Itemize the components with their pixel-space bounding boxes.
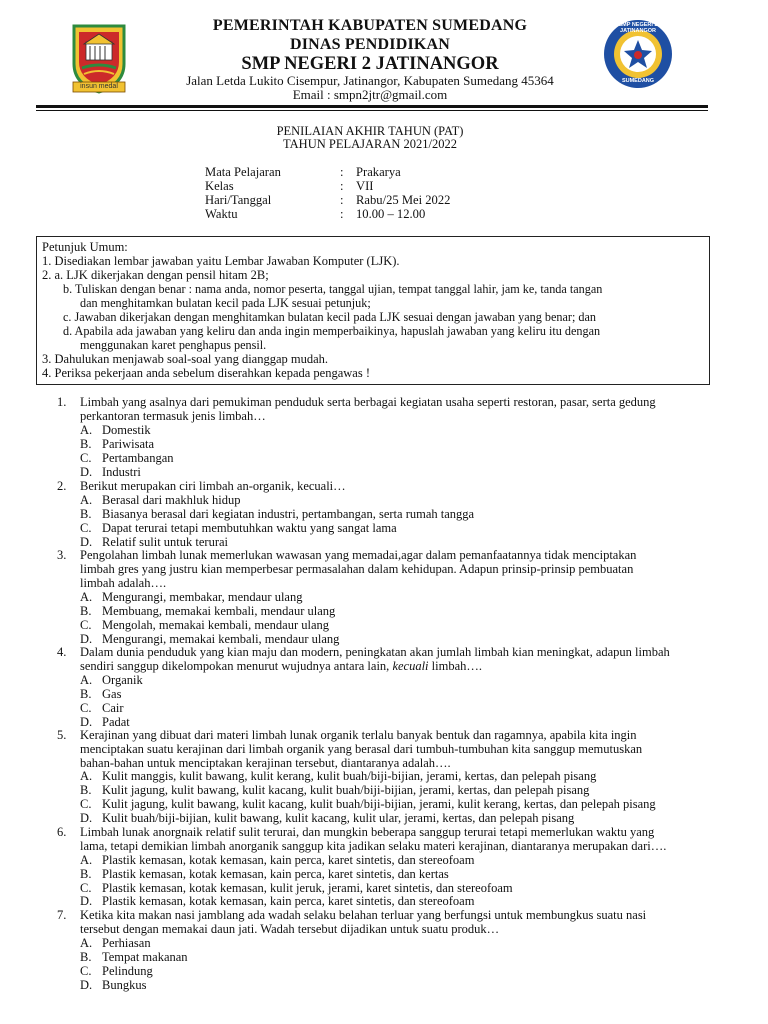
info-label-date: Hari/Tanggal: [205, 193, 272, 207]
option-letter: D.: [80, 894, 93, 908]
option-text: Kulit jagung, kulit bawang, kulit kacang, kulit buah/biji-bijian, jerami, kulit kerang, kertas, dan pelepah pisang: [102, 797, 656, 811]
instruction-line: 1. Disediakan lembar jawaban yaitu Lembar Jawaban Komputer (LJK).: [42, 254, 400, 268]
option-letter: D.: [80, 535, 93, 549]
question-number: 2.: [57, 479, 67, 493]
question-text: bahan-bahan untuk menciptakan kerajinan tersebut, diantaranya adalah….: [80, 756, 451, 770]
header-line2: DINAS PENDIDIKAN: [289, 36, 451, 53]
question-text-part: sendiri sanggup dikelompokan menurut wujudnya antara lain,: [80, 659, 390, 673]
instructions-heading: Petunjuk Umum:: [42, 240, 128, 254]
option-letter: A.: [80, 423, 93, 437]
option-text: Kulit buah/biji-bijian, kulit bawang, kulit kacang, kulit ular, jerami, kertas, dan pelepah pisang: [102, 811, 575, 825]
header-rule-thin: [36, 110, 708, 111]
option-text: Tempat makanan: [102, 950, 188, 964]
question-text: menciptakan suatu kerajinan dari limbah organik yang berasal dari tumbuh-tumbuhan kita sanggup memutuskan: [80, 742, 643, 756]
question-text: Limbah yang asalnya dari pemukiman penduduk serta berbagai kegiatan usaha seperti restoran, pasar, serta gedung: [80, 395, 656, 409]
school-email: Email : smpn2jtr@gmail.com: [292, 87, 448, 102]
info-sep: :: [340, 165, 344, 179]
option-text: Membuang, memakai kembali, mendaur ulang: [102, 604, 336, 618]
option-text: Cair: [102, 701, 124, 715]
option-letter: A.: [80, 936, 93, 950]
question-text: limbah gres yang justru kian memperbesar permasalahan dalam kehidupan. Adapun prinsip-prinsip pembuatan: [80, 562, 634, 576]
option-letter: D.: [80, 978, 93, 992]
school-address: Jalan Letda Lukito Cisempur, Jatinangor, Kabupaten Sumedang 45364: [186, 73, 554, 88]
question-text: Dalam dunia penduduk yang kian maju dan modern, peningkatan akan jumlah limbah kian meningkat, adapun limbah: [80, 645, 670, 659]
option-letter: C.: [80, 701, 92, 715]
option-letter: C.: [80, 451, 92, 465]
exam-year: TAHUN PELAJARAN 2021/2022: [283, 137, 457, 151]
question-text: Pengolahan limbah lunak memerlukan wawasan yang memadai,agar dalam pemanfaatannya tidak menciptakan: [80, 548, 637, 562]
option-letter: B.: [80, 783, 92, 797]
option-letter: B.: [80, 950, 92, 964]
option-letter: D.: [80, 715, 93, 729]
option-text: Pertambangan: [102, 451, 174, 465]
option-text: Plastik kemasan, kotak kemasan, kain perca, karet sintetis, dan stereofoam: [102, 853, 475, 867]
option-letter: B.: [80, 604, 92, 618]
left-logo-motto: insun medal: [80, 83, 118, 90]
question-text: lama, tetapi demikian limbah anorganik sanggup kita jadikan selaku materi kerajinan, diantaranya merupakan dari….: [80, 839, 667, 853]
option-letter: B.: [80, 867, 92, 881]
question-text: Limbah lunak anorgnaik relatif sulit terurai, dan mungkin beberapa sanggup terurai tetapi memerlukan waktu yang: [80, 825, 655, 839]
question-text: tersebut dengan memakai daun jati. Wadah tersebut dijadikan untuk suatu produk…: [80, 922, 500, 936]
info-sep: :: [340, 207, 344, 221]
option-text: Bungkus: [102, 978, 147, 992]
option-text: Gas: [102, 687, 122, 701]
header-line1: PEMERINTAH KABUPATEN SUMEDANG: [212, 17, 528, 34]
option-text: Plastik kemasan, kotak kemasan, kain perca, karet sintetis, dan kertas: [102, 867, 449, 881]
question-text: [80, 659, 482, 673]
option-text: Relatif sulit untuk terurai: [102, 535, 229, 549]
option-letter: D.: [80, 811, 93, 825]
option-text: Mengolah, memakai kembali, mendaur ulang: [102, 618, 330, 632]
question-emphasis: kecuali: [392, 659, 429, 673]
question-text-tail: limbah….: [431, 659, 482, 673]
instruction-line: d. Apabila ada jawaban yang keliru dan anda ingin memperbaikinya, hapuslah jawaban yang keliru itu dengan: [63, 324, 601, 338]
option-text: Mengurangi, memakai kembali, mendaur ulang: [102, 632, 340, 646]
option-letter: B.: [80, 437, 92, 451]
option-letter: D.: [80, 465, 93, 479]
option-text: Mengurangi, membakar, mendaur ulang: [102, 590, 303, 604]
option-letter: A.: [80, 493, 93, 507]
option-letter: C.: [80, 521, 92, 535]
instruction-line: 3. Dahulukan menjawab soal-soal yang dianggap mudah.: [42, 352, 329, 366]
instruction-line: 2. a. LJK dikerjakan dengan pensil hitam 2B;: [42, 268, 269, 282]
option-text: Dapat terurai tetapi membutuhkan waktu yang sangat lama: [102, 521, 397, 535]
option-letter: C.: [80, 618, 92, 632]
question-text: perkantoran termasuk jenis limbah…: [80, 409, 266, 423]
option-letter: C.: [80, 797, 92, 811]
exam-title: PENILAIAN AKHIR TAHUN (PAT): [276, 124, 464, 138]
option-letter: D.: [80, 632, 93, 646]
question-number: 3.: [57, 548, 67, 562]
instruction-line: dan menghitamkan bulatan kecil pada LJK sesuai petunjuk;: [80, 296, 371, 310]
option-text: Kulit jagung, kulit bawang, kulit kacang, kulit buah/biji-bijian, jerami, kertas, dan pelepah pisang: [102, 783, 590, 797]
kabupaten-sumedang-logo: [70, 22, 128, 94]
instruction-line: b. Tuliskan dengan benar : nama anda, nomor peserta, tanggal ujian, tempat tanggal lahir, jam ke, tanda tangan: [63, 282, 603, 296]
question-text: Ketika kita makan nasi jamblang ada wadah selaku belahan terluar yang berfungsi untuk membungkus suatu nasi: [80, 908, 647, 922]
option-letter: C.: [80, 964, 92, 978]
option-text: Perhiasan: [102, 936, 151, 950]
info-value-date: Rabu/25 Mei 2022: [356, 193, 451, 207]
question-text: Kerajinan yang dibuat dari materi limbah lunak organik terlalu banyak bentuk dan ragamnya, apabila kita ingin: [80, 728, 637, 742]
option-letter: A.: [80, 673, 93, 687]
option-letter: C.: [80, 881, 92, 895]
instruction-line: 4. Periksa pekerjaan anda sebelum diserahkan kepada pengawas !: [42, 366, 370, 380]
info-value-class: VII: [356, 179, 374, 193]
option-letter: A.: [80, 590, 93, 604]
right-logo-text-top: SMP NEGERI 2 JATINANGOR: [618, 22, 658, 34]
option-text: Pelindung: [102, 964, 153, 978]
header-rule-thick: [36, 105, 708, 108]
option-letter: A.: [80, 853, 93, 867]
question-number: 7.: [57, 908, 67, 922]
info-sep: :: [340, 193, 344, 207]
question-number: 5.: [57, 728, 67, 742]
info-label-time: Waktu: [205, 207, 238, 221]
question-number: 1.: [57, 395, 67, 409]
school-name: SMP NEGERI 2 JATINANGOR: [241, 54, 499, 74]
right-logo-text-bottom: SUMEDANG: [621, 78, 655, 84]
option-text: Padat: [102, 715, 130, 729]
option-text: Kulit manggis, kulit bawang, kulit kerang, kulit buah/biji-bijian, jerami, kertas, dan pelepah pisang: [102, 769, 597, 783]
option-text: Berasal dari makhluk hidup: [102, 493, 241, 507]
option-letter: A.: [80, 769, 93, 783]
option-text: Pariwisata: [102, 437, 155, 451]
info-value-subject: Prakarya: [356, 165, 401, 179]
option-letter: B.: [80, 507, 92, 521]
option-text: Organik: [102, 673, 143, 687]
option-letter: B.: [80, 687, 92, 701]
option-text: Industri: [102, 465, 141, 479]
question-text: limbah adalah….: [80, 576, 167, 590]
info-sep: :: [340, 179, 344, 193]
instruction-line: c. Jawaban dikerjakan dengan menghitamkan bulatan kecil pada LJK sesuai dengan jawaban yang benar; dan: [63, 310, 597, 324]
instruction-line: menggunakan karet penghapus pensil.: [80, 338, 267, 352]
info-label-class: Kelas: [205, 179, 234, 193]
info-label-subject: Mata Pelajaran: [205, 165, 281, 179]
question-text: Berikut merupakan ciri limbah an-organik, kecuali…: [80, 479, 346, 493]
info-value-time: 10.00 – 12.00: [356, 207, 426, 221]
option-text: Plastik kemasan, kotak kemasan, kain perca, karet sintetis, dan stereofoam: [102, 894, 475, 908]
option-text: Domestik: [102, 423, 151, 437]
question-number: 4.: [57, 645, 67, 659]
question-number: 6.: [57, 825, 67, 839]
school-logo: [602, 18, 674, 90]
option-text: Plastik kemasan, kotak kemasan, kulit jeruk, jerami, karet sintetis, dan stereofoam: [102, 881, 513, 895]
option-text: Biasanya berasal dari kegiatan industri, pertambangan, serta rumah tangga: [102, 507, 475, 521]
